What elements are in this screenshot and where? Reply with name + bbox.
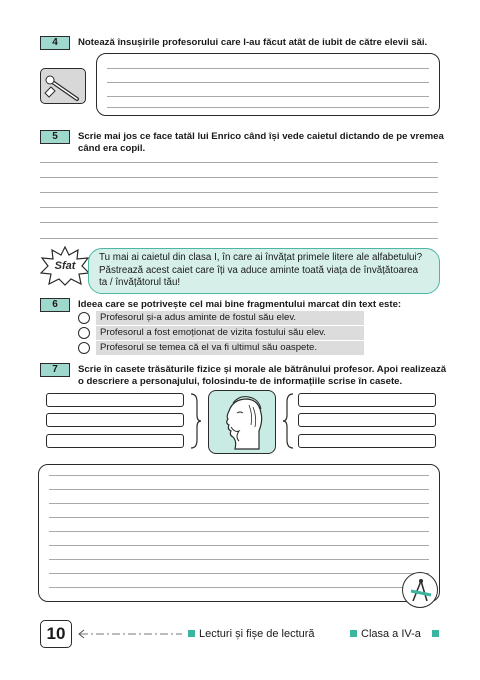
left-brace-icon: [188, 392, 202, 450]
footer-title: Lecturi și fișe de lectură: [199, 628, 315, 640]
footer-arrow-icon: [78, 628, 186, 640]
option-1-label: Profesorul și-a adus aminte de fostul său elev.: [96, 311, 364, 325]
option-3-label: Profesorul se temea că el va fi ultimul său oaspete.: [96, 341, 364, 355]
task-4-number: 4: [40, 36, 70, 50]
sfat-line-1: Tu mai ai caietul din clasa I, în care ai învățat primele litere ale alfabetului?: [99, 252, 423, 263]
task-5-number: 5: [40, 130, 70, 144]
task-6-instruction: Ideea care se potrivește cel mai bine fragmentului marcat din text este:: [78, 299, 402, 310]
trait-box-right-1[interactable]: [298, 393, 436, 407]
sfat-tip-bubble: [88, 248, 440, 294]
compass-pencil-icon: [402, 572, 438, 608]
footer-grade: Clasa a IV-a: [361, 628, 421, 640]
option-1-radio[interactable]: [78, 312, 90, 324]
sfat-label: Sfat: [54, 260, 76, 272]
task-7-instruction-line-2: o descriere a personajului, folosindu-te de informațiile scrise în casete.: [78, 376, 403, 387]
professor-portrait: [208, 390, 276, 454]
task-4-answer-box[interactable]: [96, 53, 440, 116]
option-2-label: Profesorul a fost emoționat de vizita fostului său elev.: [96, 326, 364, 340]
trait-box-left-3[interactable]: [46, 434, 184, 448]
description-answer-box[interactable]: [38, 464, 440, 602]
trait-box-left-1[interactable]: [46, 393, 184, 407]
option-3-radio[interactable]: [78, 342, 90, 354]
task-5-instruction: Scrie mai jos ce face tatăl lui Enrico când își vede caietul dictando de pe vremea când era copil.: [78, 131, 444, 154]
trait-box-right-2[interactable]: [298, 413, 436, 427]
pencil-write-icon: [40, 68, 86, 104]
sfat-burst-icon: [40, 246, 90, 286]
task-4-instruction: Notează însușirile profesorului care l-au făcut atât de iubit de către elevii săi.: [78, 37, 428, 48]
page-number: 10: [40, 620, 72, 648]
footer-square-2: [350, 630, 357, 637]
right-brace-icon: [282, 392, 296, 450]
task-7-number: 7: [40, 363, 70, 377]
task-7-instruction-line-1: Scrie în casete trăsăturile fizice și morale ale bătrânului profesor. Apoi realizează: [78, 364, 447, 375]
footer-square-3: [432, 630, 439, 637]
option-2-radio[interactable]: [78, 327, 90, 339]
trait-box-left-2[interactable]: [46, 413, 184, 427]
footer-square-1: [188, 630, 195, 637]
sfat-line-2: Păstrează acest caiet care îți va aduce aminte toată viața de învățătoarea: [99, 264, 419, 276]
trait-box-right-3[interactable]: [298, 434, 436, 448]
task-6-number: 6: [40, 298, 70, 312]
sfat-line-3: ta / învățătorul tău!: [99, 277, 181, 288]
